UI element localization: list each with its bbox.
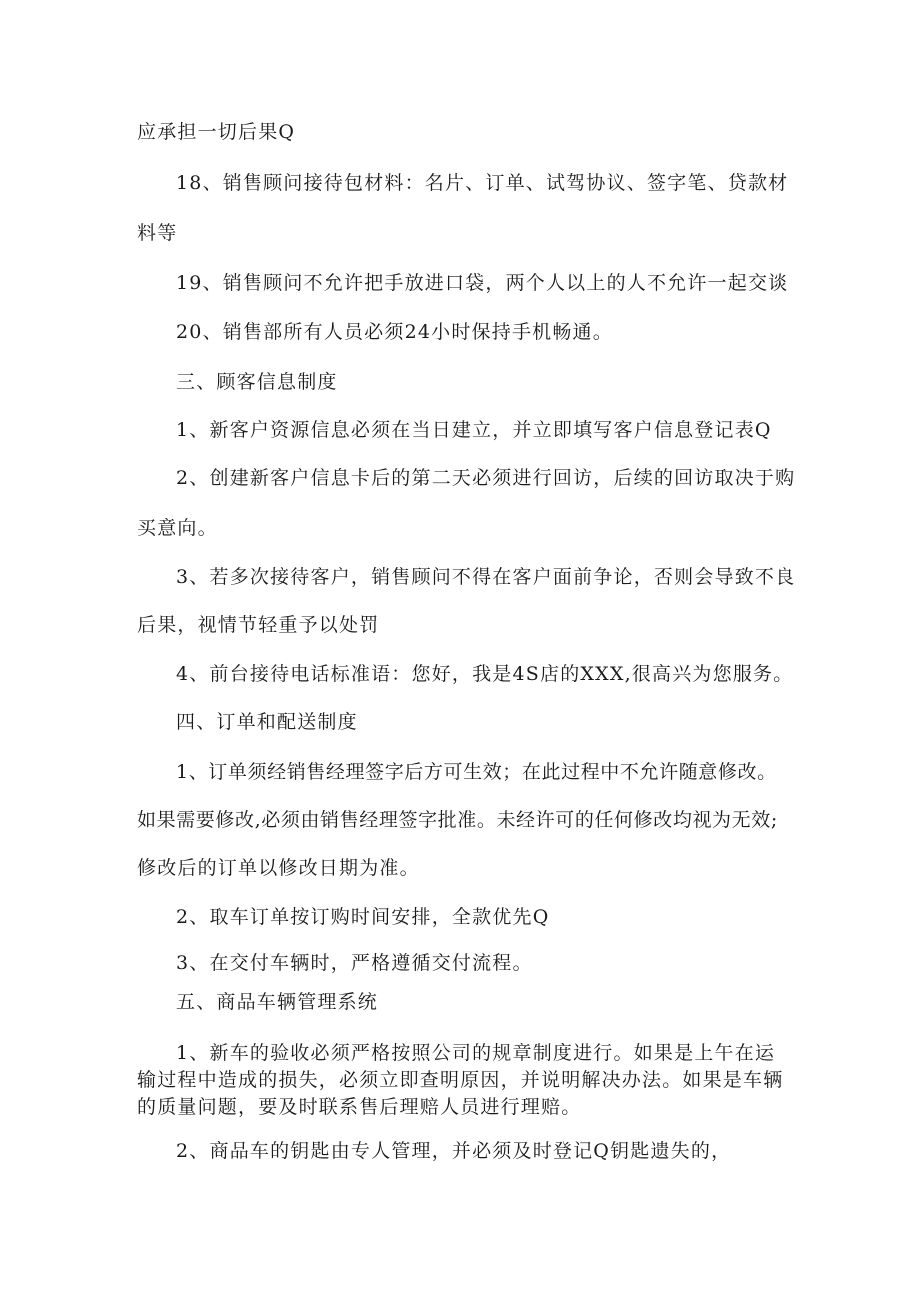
text-line-17: 2、取车订单按订购时间安排，全款优先Q xyxy=(176,906,550,928)
section-heading-5: 五、商品车辆管理系统 xyxy=(176,991,379,1013)
text-line-15: 如果需要修改,必须由销售经理签字批准。未经许可的任何修改均视为无效; xyxy=(137,809,778,831)
text-line-21: 输过程中造成的损失，必须立即查明原因，并说明解决办法。如果是车辆 xyxy=(137,1069,784,1091)
text-line-23: 2、商品车的钥匙由专人管理，并必须及时登记Q钥匙遗失的， xyxy=(176,1140,732,1162)
text-line-2: 18、销售顾问接待包材料：名片、订单、试驾协议、签字笔、贷款材 xyxy=(176,172,789,194)
section-heading-3: 三、顾客信息制度 xyxy=(176,371,338,393)
text-line-12: 4、前台接待电话标准语：您好，我是4S店的XXX,很高兴为您服务。 xyxy=(176,663,794,685)
text-line-14: 1、订单须经销售经理签字后方可生效；在此过程中不允许随意修改。 xyxy=(176,761,777,783)
text-line-22: 的质量问题，要及时联系售后理赔人员进行理赔。 xyxy=(137,1096,582,1118)
text-line-18: 3、在交付车辆时，严格遵循交付流程。 xyxy=(176,952,533,974)
text-line-4: 19、销售顾问不允许把手放进口袋，两个人以上的人不允许一起交谈 xyxy=(176,272,789,294)
text-line-5: 20、销售部所有人员必须24小时保持手机畅通。 xyxy=(176,321,613,343)
text-line-20: 1、新车的验收必须严格按照公司的规章制度进行。如果是上午在运 xyxy=(176,1042,776,1064)
section-heading-4: 四、订单和配送制度 xyxy=(176,711,358,733)
text-line-10: 3、若多次接待客户，销售顾问不得在客户面前争论，否则会导致不良 xyxy=(176,566,796,588)
text-line-16: 修改后的订单以修改日期为准。 xyxy=(137,857,420,879)
text-line-7: 1、新客户资源信息必须在当日建立，并立即填写客户信息登记表Q xyxy=(176,419,772,441)
text-line-8: 2、创建新客户信息卡后的第二天必须进行回访，后续的回访取决于购 xyxy=(176,467,796,489)
text-line-9: 买意向。 xyxy=(137,517,218,539)
text-line-11: 后果，视情节轻重予以处罚 xyxy=(137,614,380,636)
text-line-3: 料等 xyxy=(137,222,178,244)
text-line-1: 应承担一切后果Q xyxy=(137,121,296,143)
